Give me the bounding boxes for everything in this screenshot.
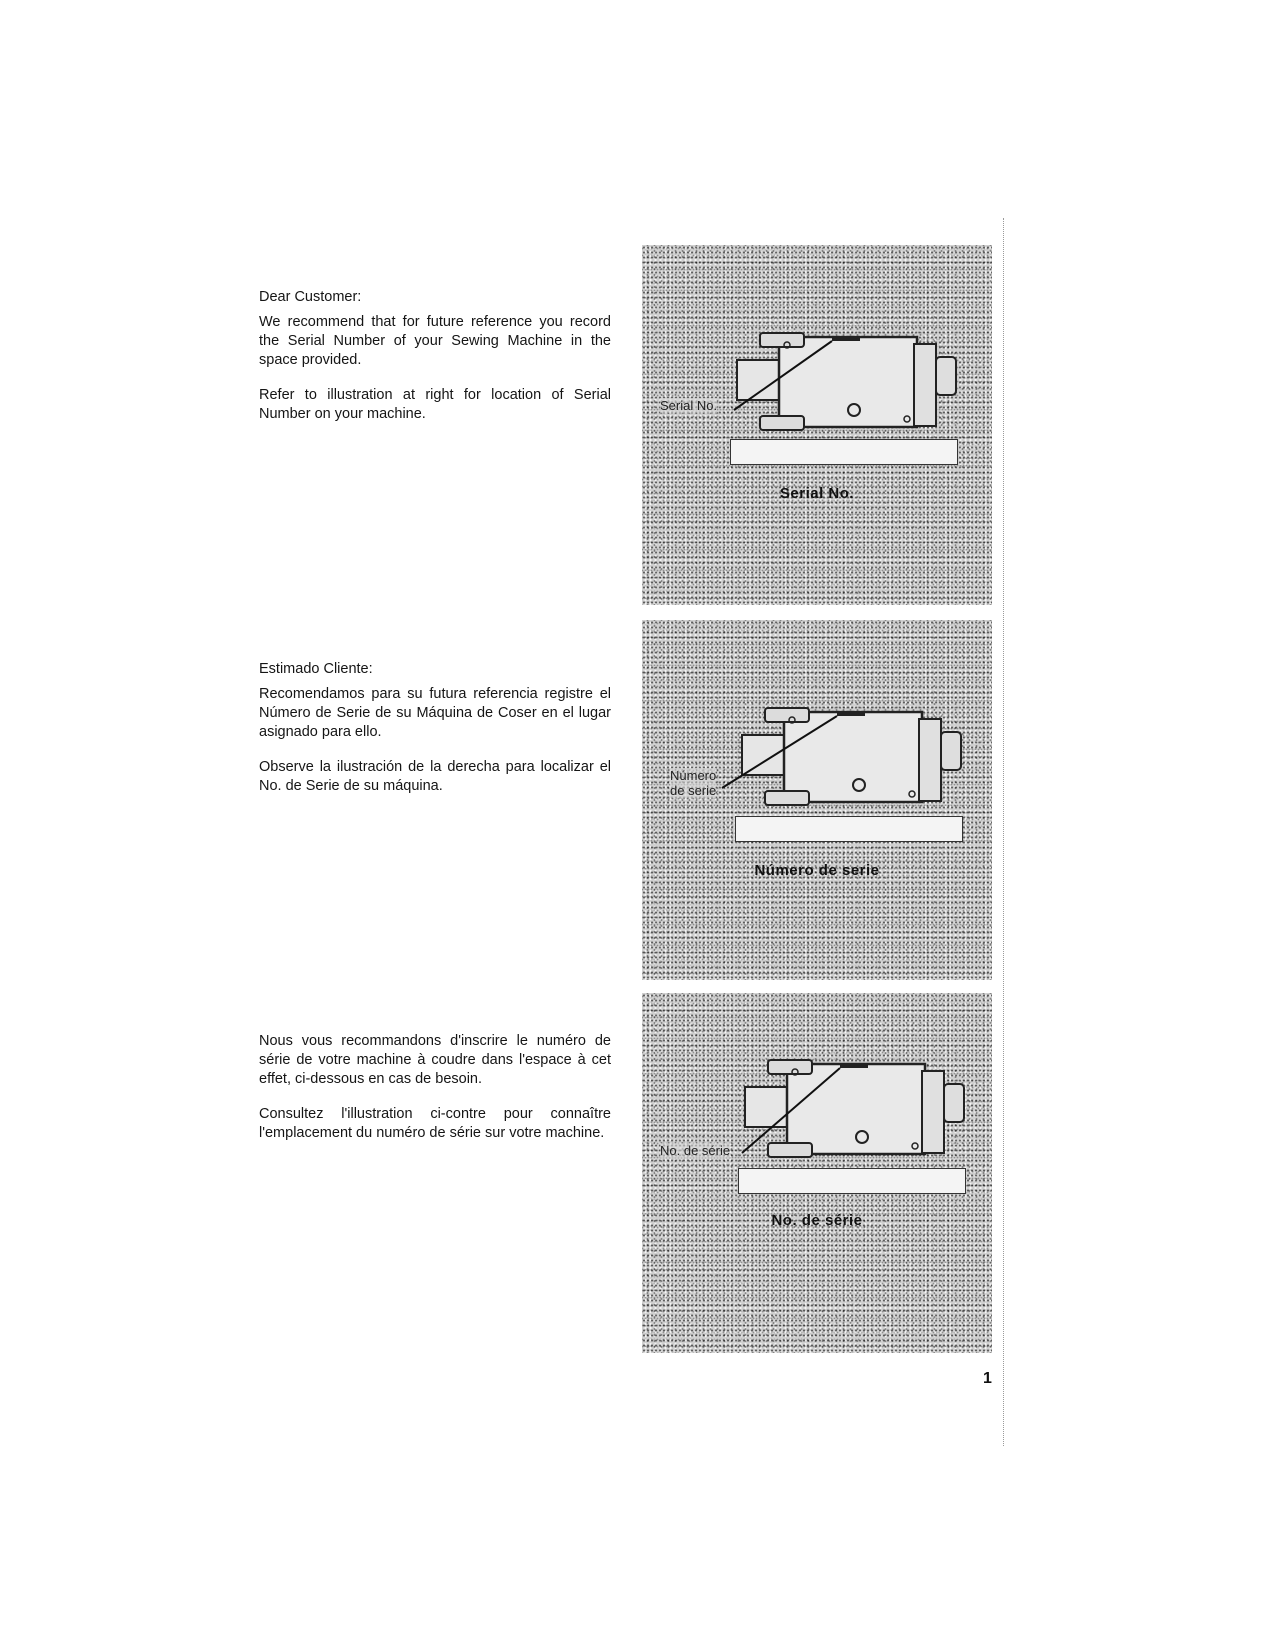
numero-de-serie-caption: Número de serie (754, 862, 880, 879)
machine-illustration-icon (642, 620, 992, 980)
callout-line-2: de serie (670, 783, 717, 798)
french-paragraph-1: Nous vous recommandons d'inscrire le numéro de série de votre machine à coudre dans l'espace à cet effet, ci-dessous en cas de besoin. (259, 1033, 611, 1087)
serial-number-record-box[interactable] (730, 439, 958, 465)
serial-number-caption: Serial No. (779, 485, 855, 502)
numero-de-serie-callout (670, 768, 716, 798)
english-paragraph-2: Refer to illustration at right for location of Serial Number on your machine. (259, 387, 611, 422)
spanish-text-block (259, 660, 611, 812)
no-de-serie-caption: No. de série (771, 1212, 863, 1229)
french-paragraph-2: Consultez l'illustration ci-contre pour connaître l'emplacement du numéro de série sur votre machine. (259, 1106, 611, 1141)
french-serial-panel (642, 993, 992, 1353)
english-serial-panel (642, 245, 992, 605)
french-text-block (259, 1032, 611, 1159)
spanish-paragraph-2: Observe la ilustración de la derecha para localizar el No. de Serie de su máquina. (259, 759, 611, 794)
spanish-paragraph-1: Recomendamos para su futura referencia registre el Número de Serie de su Máquina de Coser en el lugar asignado para ello. (259, 686, 611, 740)
page-number: 1 (983, 1370, 992, 1387)
english-text-block (259, 288, 611, 440)
serial-number-callout: Serial No. (660, 398, 718, 413)
right-margin-rule (1003, 218, 1004, 1446)
spanish-serial-panel (642, 620, 992, 980)
no-de-serie-callout: No. de série (660, 1143, 731, 1158)
numero-de-serie-record-box[interactable] (735, 816, 963, 842)
english-salutation: Dear Customer: (259, 289, 362, 305)
machine-illustration-icon (642, 245, 992, 605)
no-de-serie-record-box[interactable] (738, 1168, 966, 1194)
callout-line-1: Número (670, 768, 717, 783)
english-paragraph-1: We recommend that for future reference you record the Serial Number of your Sewing Machine in the space provided. (259, 314, 611, 368)
spanish-salutation: Estimado Cliente: (259, 661, 373, 677)
